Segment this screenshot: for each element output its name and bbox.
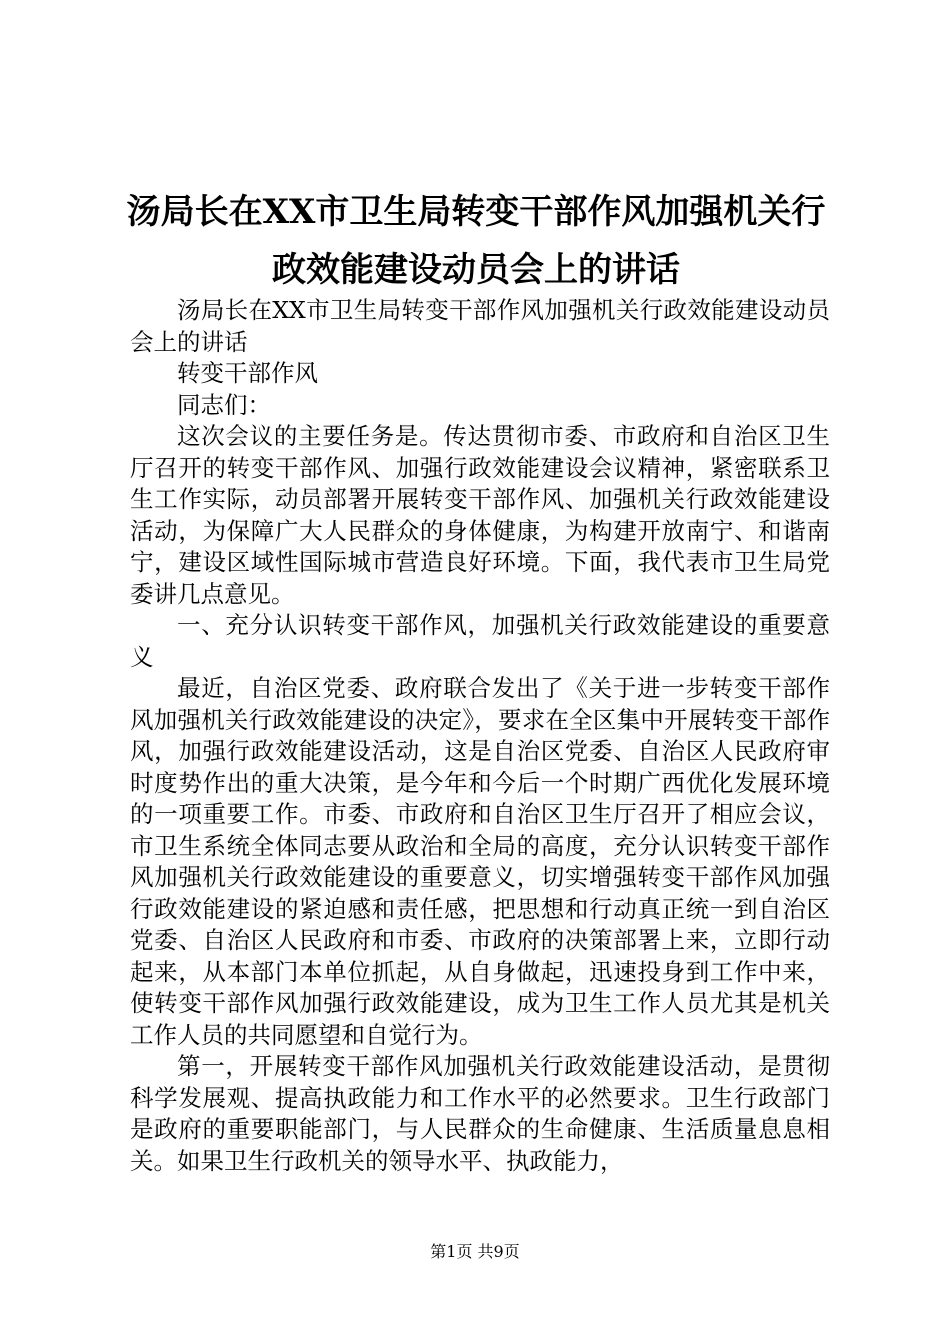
page-number: 第1页 共9页 <box>430 1242 520 1261</box>
paragraph-subtitle: 转变干部作风 <box>177 359 318 387</box>
document-body <box>130 295 830 1177</box>
paragraph-body: 第一，开展转变干部作风加强机关行政效能建设活动，是贯彻科学发展观、提高执政能力和工作水平的必然要求。卫生行政部门是政府的重要职能部门，与人民群众的生命健康、生活质量息息相关。如果卫生行政机关的领导水平、执政能力， <box>130 1052 830 1175</box>
paragraph-heading-repeat: 汤局长在XX市卫生局转变干部作风加强机关行政效能建设动员会上的讲话 <box>130 296 830 356</box>
document-title: 汤局长在XX市卫生局转变干部作风加强机关行政效能建设动员会上的讲话 <box>126 192 826 290</box>
paragraph-body: 最近，自治区党委、政府联合发出了《关于进一步转变干部作风加强机关行政效能建设的决定》，要求在全区集中开展转变干部作风，加强行政效能建设活动，这是自治区党委、自治区人民政府审时度势作出的重大决策，是今年和今后一个时期广西优化发展环境的一项重要工作。市委、市政府和自治区卫生厅召开了相应会议，市卫生系统全体同志要从政治和全局的高度，充分认识转变干部作风加强机关行政效能建设的重要意义，切实增强转变干部作风加强行政效能建设的紧迫感和责任感，把思想和行动真正统一到自治区党委、自治区人民政府和市委、市政府的决策部署上来，立即行动起来，从本部门本单位抓起，从自身做起，迅速投身到工作中来，使转变干部作风加强行政效能建设，成为卫生工作人员尤其是机关工作人员的共同愿望和自觉行为。 <box>130 674 830 1049</box>
paragraph-section-heading: 一、充分认识转变干部作风，加强机关行政效能建设的重要意义 <box>130 611 830 671</box>
paragraph-salutation: 同志们： <box>177 390 271 419</box>
paragraph-intro: 这次会议的主要任务是。传达贯彻市委、市政府和自治区卫生厅召开的转变干部作风、加强行政效能建设会议精神，紧密联系卫生工作实际，动员部署开展转变干部作风、加强机关行政效能建设活动，为保障广大人民群众的身体健康，为构建开放南宁、和谐南宁，建设区域性国际城市营造良好环境。下面，我代表市卫生局党委讲几点意见。 <box>130 422 830 608</box>
